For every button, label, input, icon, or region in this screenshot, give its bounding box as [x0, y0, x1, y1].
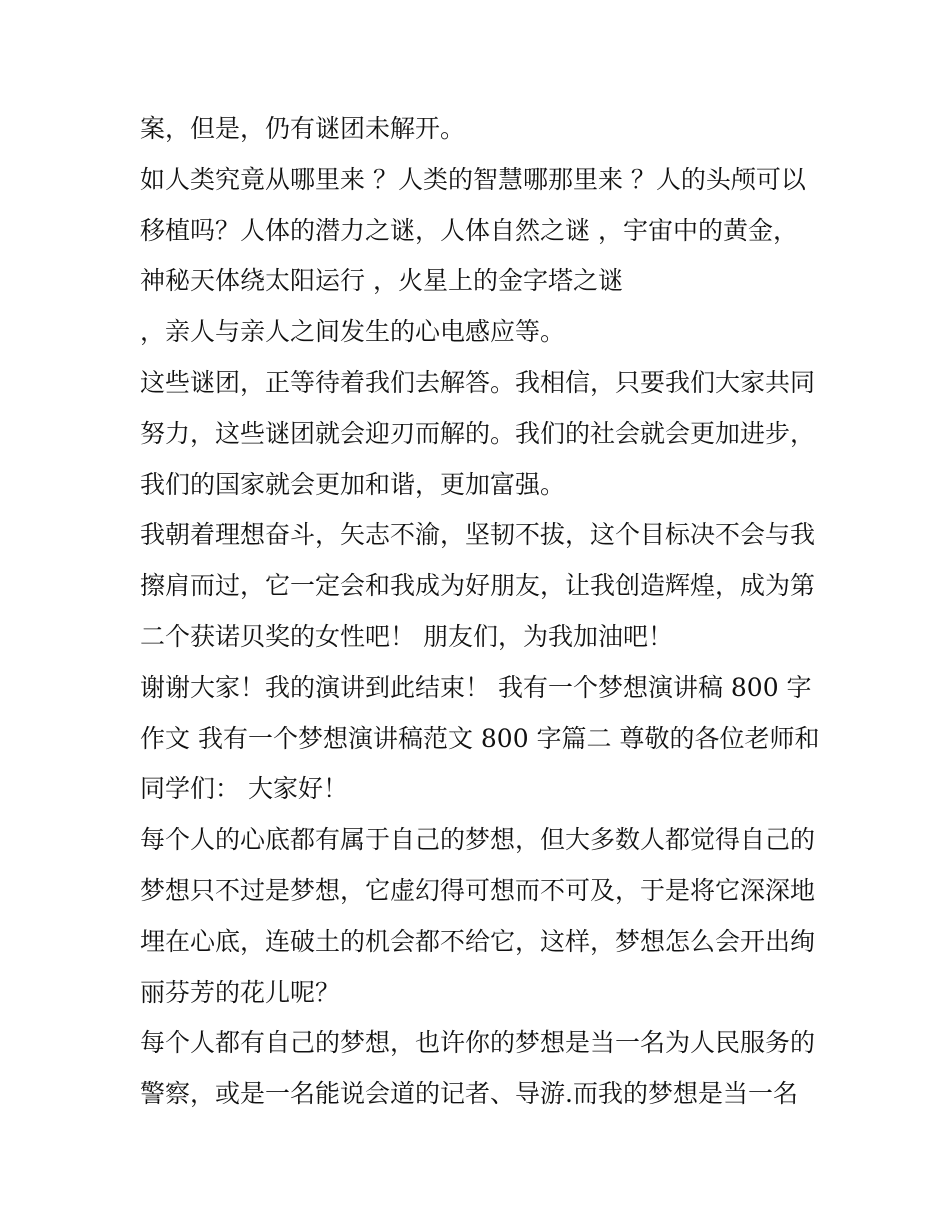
- text-line: 二个获诺贝奖的女性吧！ 朋友们，为我加油吧！: [140, 621, 673, 651]
- text-line: 移植吗？人体的潜力之谜，人体自然之谜 ，宇宙中的黄金，: [140, 215, 798, 245]
- text-line: 努力，这些谜团就会迎刃而解的。我们的社会就会更加进步，: [140, 418, 816, 448]
- text-line: 我朝着理想奋斗，矢志不渝，坚韧不拔，这个目标决不会与我: [140, 520, 816, 550]
- text-line: 如人类究竟从哪里来 ？人类的智慧哪那里来 ？人的头颅可以: [140, 164, 806, 194]
- text-line: 梦想只不过是梦想，它虚幻得可想而不可及，于是将它深深地: [140, 875, 816, 905]
- text-line: 每个人的心底都有属于自己的梦想，但大多数人都觉得自己的: [140, 825, 816, 855]
- text-line: 案，但是，仍有谜团未解开。: [140, 114, 466, 143]
- text-line: 神秘天体绕太阳运行 ，火星上的金字塔之谜: [140, 266, 623, 296]
- text-line: 丽芬芳的花儿呢？: [140, 977, 341, 1007]
- text-line: 擦肩而过，它一定会和我成为好朋友，让我创造辉煌，成为第: [140, 571, 816, 601]
- text-line: 同学们： 大家好！: [140, 774, 348, 804]
- text-line: 作文 我有一个梦想演讲稿范文 800 字篇二 尊敬的各位老师和: [140, 723, 820, 753]
- text-line: 警察，或是一名能说会道的记者、导游.而我的梦想是当一名: [140, 1079, 798, 1109]
- text-line: 我们的国家就会更加和谐，更加富强。: [140, 469, 566, 499]
- text-line: ，亲人与亲人之间发生的心电感应等。: [140, 317, 566, 347]
- text-line: 埋在心底，连破土的机会都不给它，这样，梦想怎么会开出绚: [140, 926, 816, 956]
- text-line: 这些谜团，正等待着我们去解答。我相信，只要我们大家共同: [140, 367, 816, 397]
- text-line: 每个人都有自己的梦想，也许你的梦想是当一名为人民服务的: [140, 1028, 816, 1058]
- document-text-body: [140, 104, 830, 1120]
- text-line: 谢谢大家！我的演讲到此结束！ 我有一个梦想演讲稿 800 字: [140, 672, 812, 702]
